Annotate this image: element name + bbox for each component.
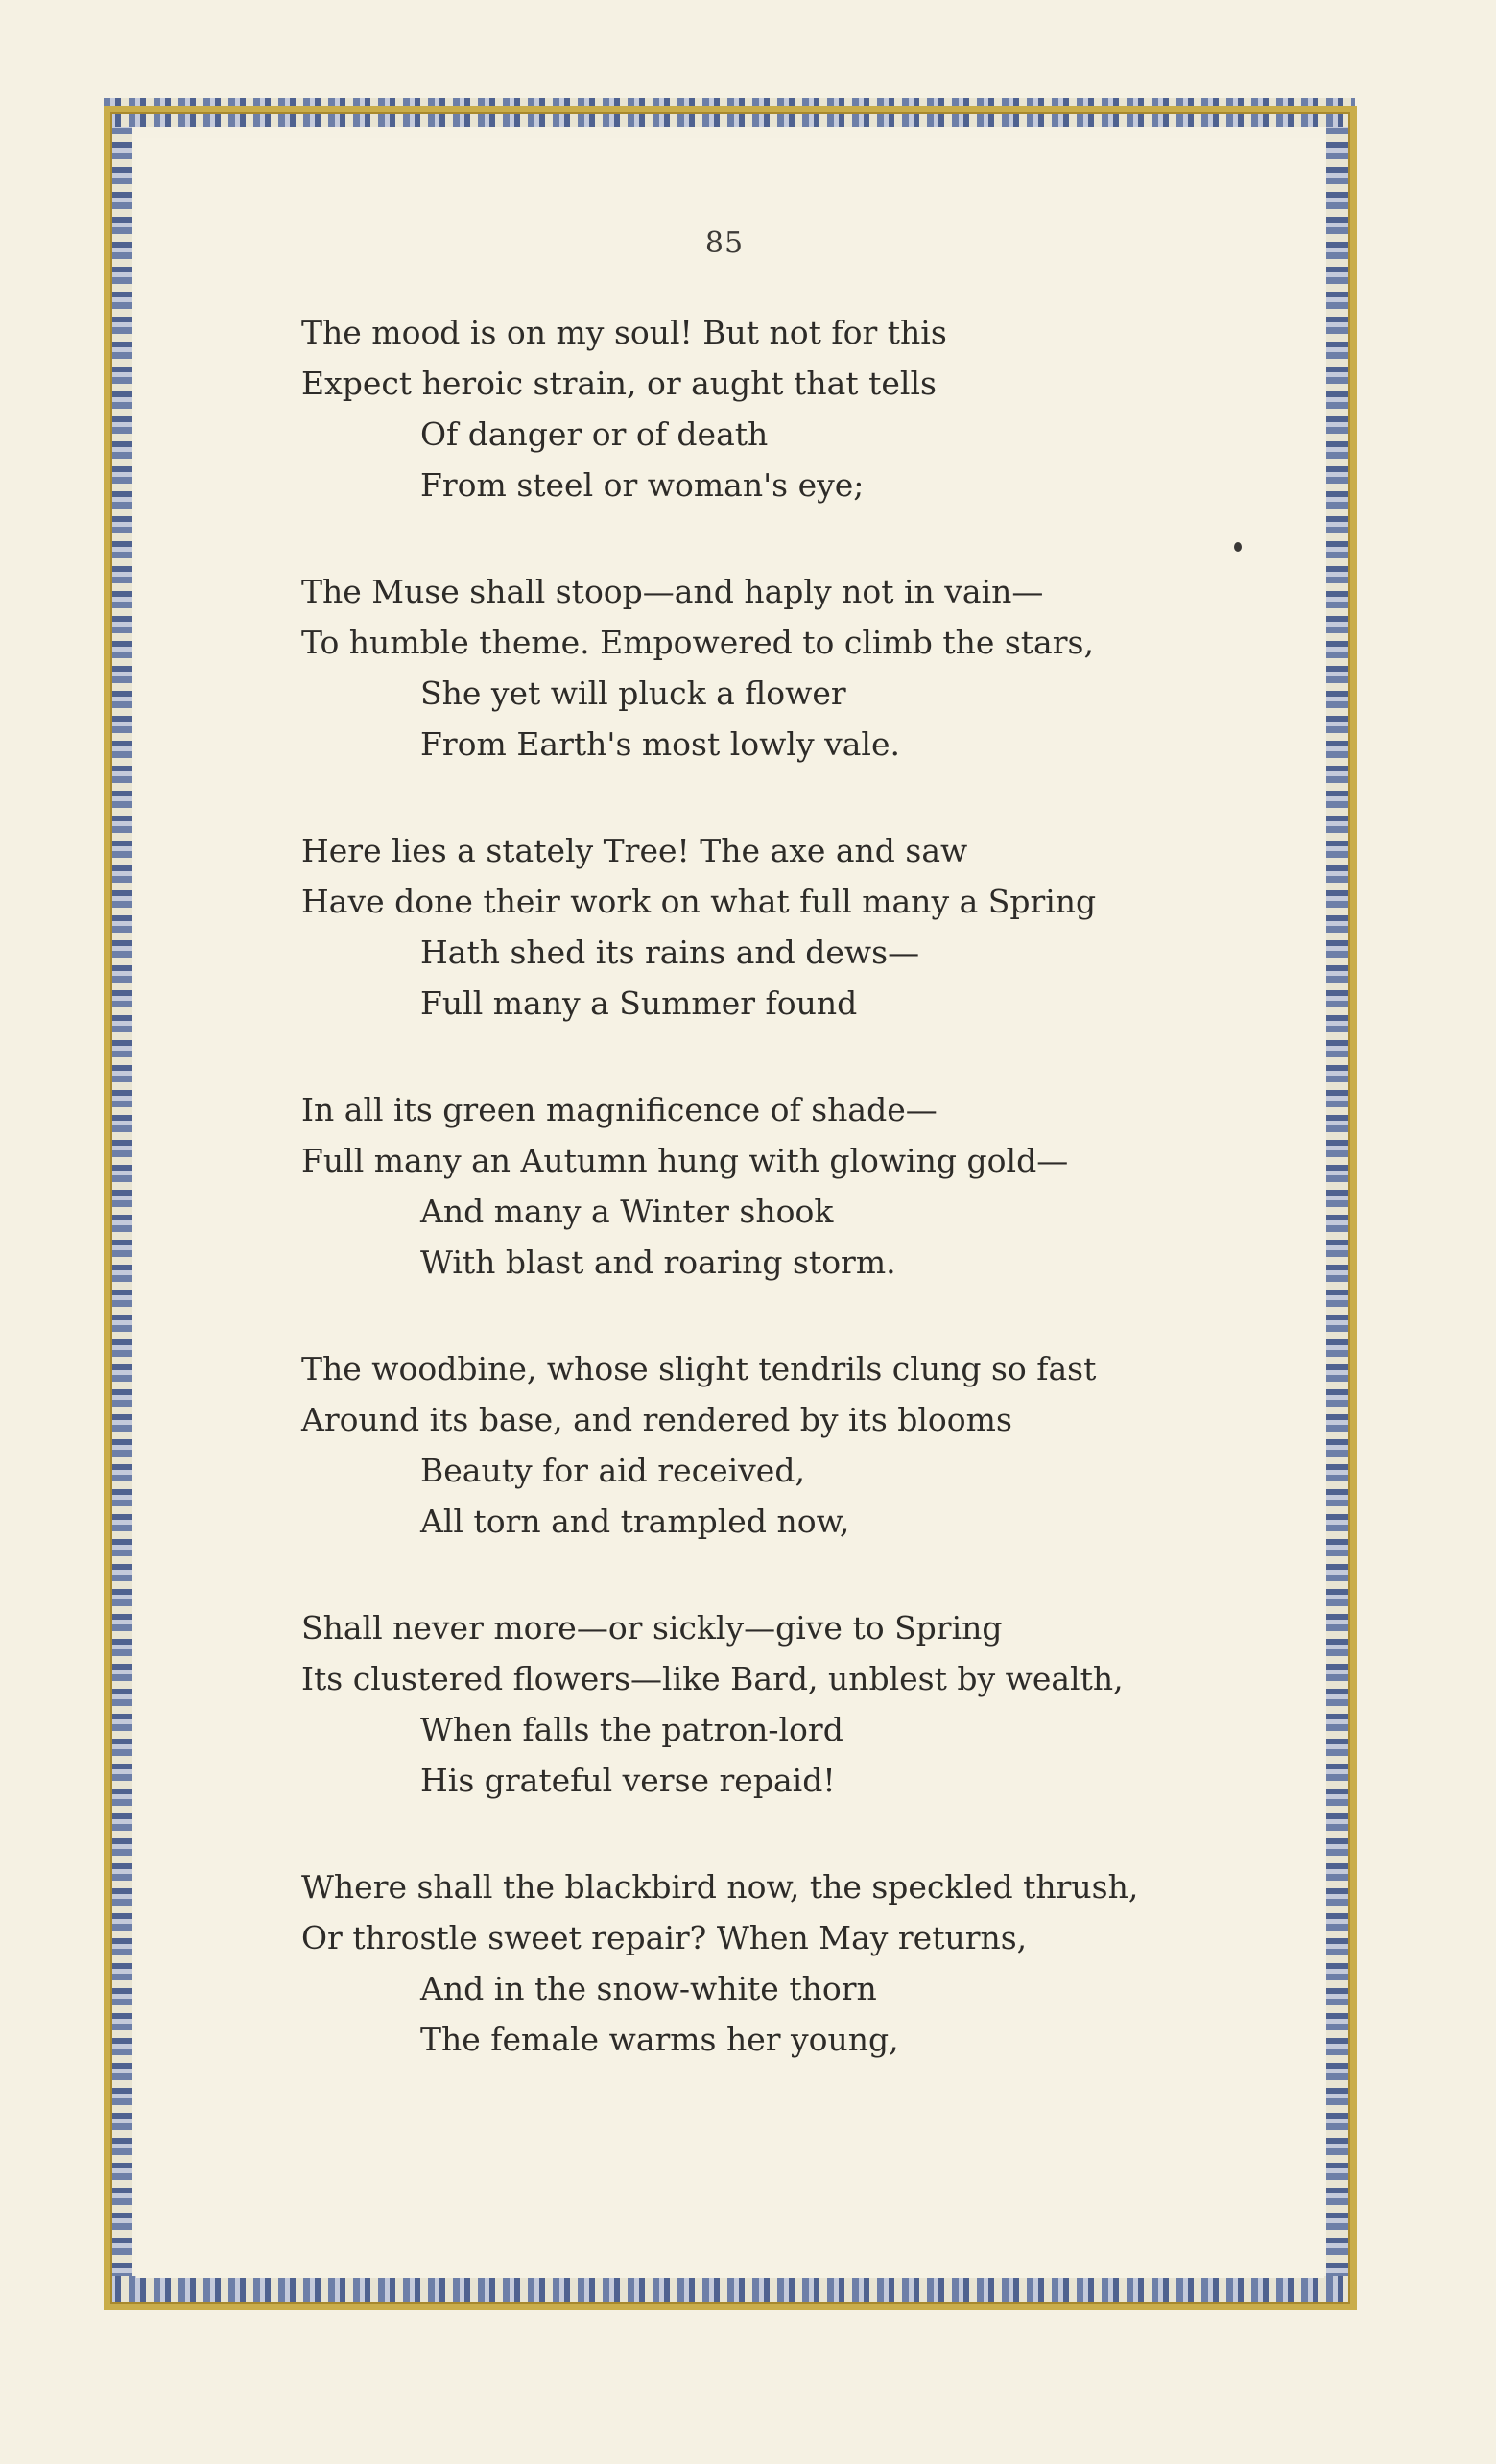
- poem-line: Have done their work on what full many a Spring: [301, 883, 1097, 920]
- stanza: [301, 1602, 1299, 1806]
- poem-line: Here lies a stately Tree! The axe and saw: [301, 832, 968, 869]
- poem-line: Of danger or of death: [420, 415, 769, 453]
- poem-line: The Muse shall stoop—and haply not in vain—: [301, 573, 1044, 610]
- poem-body: [301, 307, 1299, 2120]
- poem-line: Hath shed its rains and dews—: [420, 934, 920, 971]
- poem-line: The female warms her young,: [420, 2021, 899, 2058]
- stanza: [301, 1343, 1299, 1547]
- poem-line: Full many an Autumn hung with glowing gold—: [301, 1142, 1069, 1179]
- poem-line: And in the snow-white thorn: [420, 1970, 877, 2007]
- stanza: [301, 1084, 1299, 1288]
- poem-line: Shall never more—or sickly—give to Spring: [301, 1609, 1003, 1647]
- poem-line: And many a Winter shook: [420, 1193, 834, 1230]
- ink-speck: [1234, 542, 1242, 552]
- page-number: 85: [704, 226, 745, 260]
- poem-line: With blast and roaring storm.: [420, 1244, 896, 1281]
- poem-line: The mood is on my soul! But not for this: [301, 314, 947, 351]
- poem-line: From Earth's most lowly vale.: [420, 725, 900, 763]
- poem-line: To humble theme. Empowered to climb the stars,: [301, 624, 1094, 661]
- poem-line: Around its base, and rendered by its blooms: [301, 1401, 1012, 1438]
- poem-line: Beauty for aid received,: [420, 1452, 805, 1489]
- poem-line: Its clustered flowers—like Bard, unblest by wealth,: [301, 1660, 1124, 1697]
- poem-line: Or throstle sweet repair? When May returns,: [301, 1919, 1028, 1956]
- stanza: [301, 1861, 1299, 2065]
- poem-line: His grateful verse repaid!: [420, 1762, 836, 1799]
- poem-line: The woodbine, whose slight tendrils clung so fast: [301, 1350, 1097, 1387]
- poem-line: From steel or woman's eye;: [420, 466, 865, 504]
- stanza: [301, 825, 1299, 1029]
- poem-line: All torn and trampled now,: [420, 1503, 850, 1540]
- stanza: [301, 566, 1299, 770]
- poem-line: Full many a Summer found: [420, 984, 858, 1022]
- poem-line: When falls the patron-lord: [420, 1711, 843, 1748]
- stanza: [301, 307, 1299, 510]
- poem-line: Expect heroic strain, or aught that tells: [301, 365, 937, 402]
- poem-line: She yet will pluck a flower: [420, 675, 846, 712]
- poem-line: Where shall the blackbird now, the speckled thrush,: [301, 1868, 1139, 1906]
- poem-line: In all its green magnificence of shade—: [301, 1091, 938, 1128]
